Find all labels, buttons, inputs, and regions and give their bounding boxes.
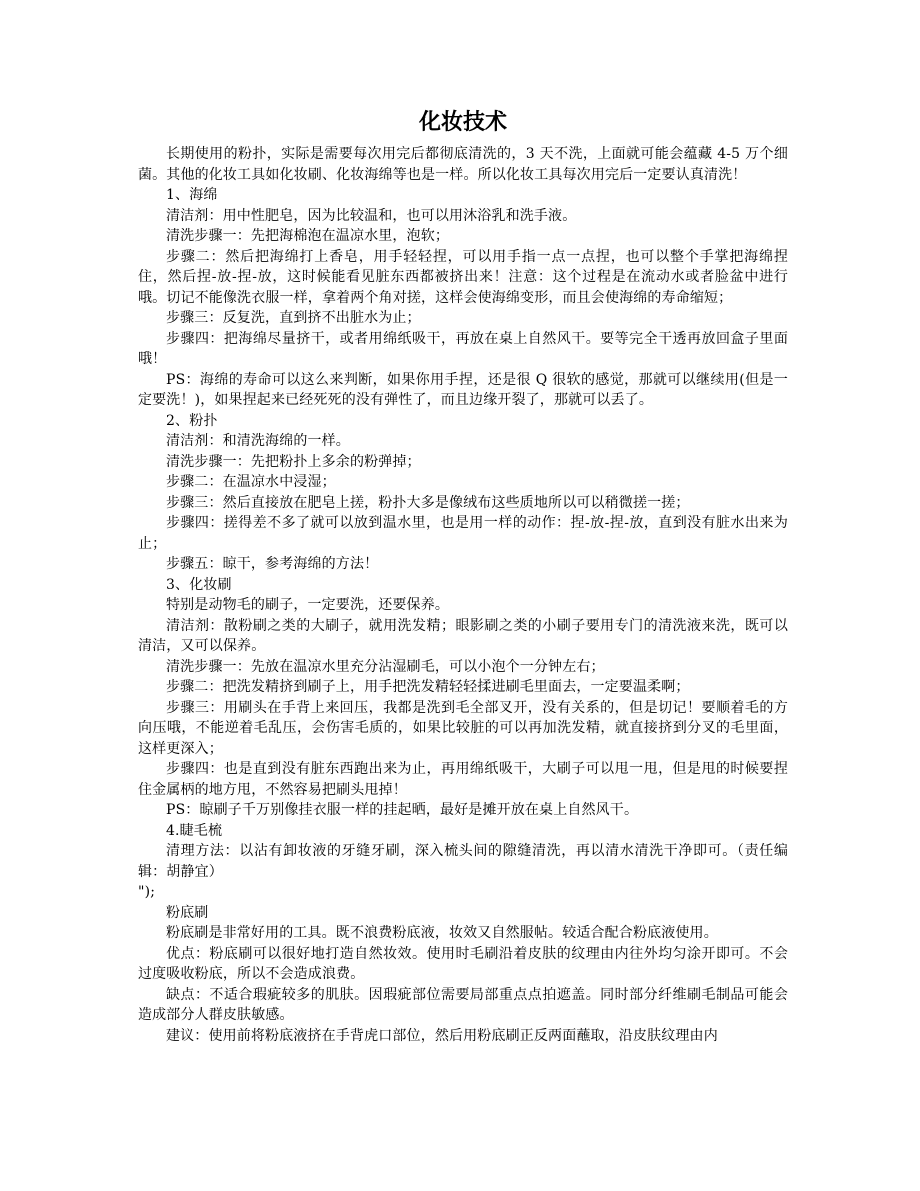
paragraph: 步骤四：搓得差不多了就可以放到温水里，也是用一样的动作：捏-放-捏-放，直到没有脏水出来为止； [138, 515, 788, 552]
section-heading-puff: 2、粉扑 [166, 412, 218, 429]
intro-paragraph: 长期使用的粉扑，实际是需要每次用完后都彻底清洗的，3 天不洗，上面就可能会蕴藏 4-5 万个细菌。其他的化妆工具如化妆刷、化妆海绵等也是一样。所以化妆工具每次用完后一定要认真清洗！ [138, 146, 788, 183]
paragraph: 清理方法：以沾有卸妆液的牙缝牙刷，深入梳头间的隙缝清洗，再以清水清洗干净即可。（责任编辑：胡静宜） [138, 843, 788, 880]
document-title: 化妆技术 [418, 110, 507, 135]
paragraph: 步骤三：反复洗，直到挤不出脏水为止； [166, 310, 421, 326]
paragraph: 建议：使用前将粉底液挤在手背虎口部位，然后用粉底刷正反两面蘸取，沿皮肤纹理由内 [166, 1027, 718, 1044]
section-heading-lash-comb: 4.睫毛梳 [166, 822, 223, 839]
paragraph: PS：海绵的寿命可以这么来判断，如果你用手捏，还是很 Q 很软的感觉，那就可以继续用(但是一定要洗！)，如果捏起来已经死死的没有弹性了，而且边缘开裂了，那就可以丢了。 [138, 371, 788, 408]
paragraph: 清洁剂：和清洗海绵的一样。 [166, 433, 350, 449]
paragraph: PS：晾刷子千万别像挂衣服一样的挂起晒，最好是摊开放在桌上自然风干。 [166, 802, 639, 818]
section-heading-brush: 3、化妆刷 [166, 576, 232, 593]
paragraph: 清洗步骤一：先把海棉泡在温凉水里，泡软； [166, 228, 449, 244]
paragraph: 清洗步骤一：先放在温凉水里充分沾湿刷毛，可以小泡个一分钟左右； [166, 658, 605, 675]
paragraph: 优点：粉底刷可以很好地打造自然妆效。使用时毛刷沿着皮肤的纹理由内往外均匀涂开即可。不会过度吸收粉底，所以不会造成浪费。 [138, 945, 788, 982]
paragraph: 步骤五：晾干，参考海绵的方法！ [166, 556, 379, 572]
paragraph: 步骤四：也是直到没有脏东西跑出来为止，再用绵纸吸干，大刷子可以甩一甩，但是甩的时候要捏住金属柄的地方甩，不然容易把刷头甩掉！ [138, 761, 788, 798]
paragraph: 清洁剂：散粉刷之类的大刷子，就用洗发精；眼影刷之类的小刷子要用专门的清洗液来洗，既可以清洁，又可以保养。 [138, 617, 788, 654]
paragraph: 粉底刷是非常好用的工具。既不浪费粉底液，妆效又自然服帖。较适合配合粉底液使用。 [166, 925, 718, 941]
paragraph: 清洁剂：用中性肥皂，因为比较温和，也可以用沐浴乳和洗手液。 [166, 207, 577, 224]
paragraph: 缺点：不适合瑕疵较多的肌肤。因瑕疵部位需要局部重点点拍遮盖。同时部分纤维刷毛制品可能会造成部分人群皮肤敏感。 [138, 986, 788, 1023]
document-body [138, 144, 788, 1046]
paragraph: 步骤二：在温凉水中浸湿； [166, 474, 336, 490]
section-heading-sponge: 1、海绵 [166, 187, 218, 203]
paragraph: 步骤二：把洗发精挤到刷子上，用手把洗发精轻轻揉进刷毛里面去，一定要温柔啊； [166, 679, 690, 695]
paragraph: 步骤二：然后把海绵打上香皂，用手轻轻捏，可以用手指一点一点捏，也可以整个手掌把海绵捏住，然后捏-放-捏-放，这时候能看见脏东西都被挤出来！注意：这个过程是在流动水或者脸盆中进行哦。切记不能像洗衣服一样，拿着两个角对搓，这样会使海绵变形，而且会使海绵的寿命缩短； [138, 248, 788, 306]
stray-code-fragment: "); [138, 884, 156, 900]
paragraph: 特别是动物毛的刷子，一定要洗，还要保养。 [166, 597, 449, 613]
section-heading-foundation-brush: 粉底刷 [166, 904, 209, 921]
paragraph: 步骤三：然后直接放在肥皂上搓，粉扑大多是像绒布这些质地所以可以稍微搓一搓； [166, 494, 690, 511]
paragraph: 步骤三：用刷头在手背上来回压，我都是洗到毛全部叉开，没有关系的，但是切记！要顺着毛的方向压哦，不能逆着毛乱压，会伤害毛质的，如果比较脏的可以再加洗发精，就直接挤到分叉的毛里面，这样更深入； [138, 699, 788, 757]
paragraph: 步骤四：把海绵尽量挤干，或者用绵纸吸干，再放在桌上自然风干。要等完全干透再放回盒子里面哦！ [138, 330, 788, 367]
paragraph: 清洗步骤一：先把粉扑上多余的粉弹掉； [166, 453, 421, 470]
document-page [138, 104, 788, 1046]
